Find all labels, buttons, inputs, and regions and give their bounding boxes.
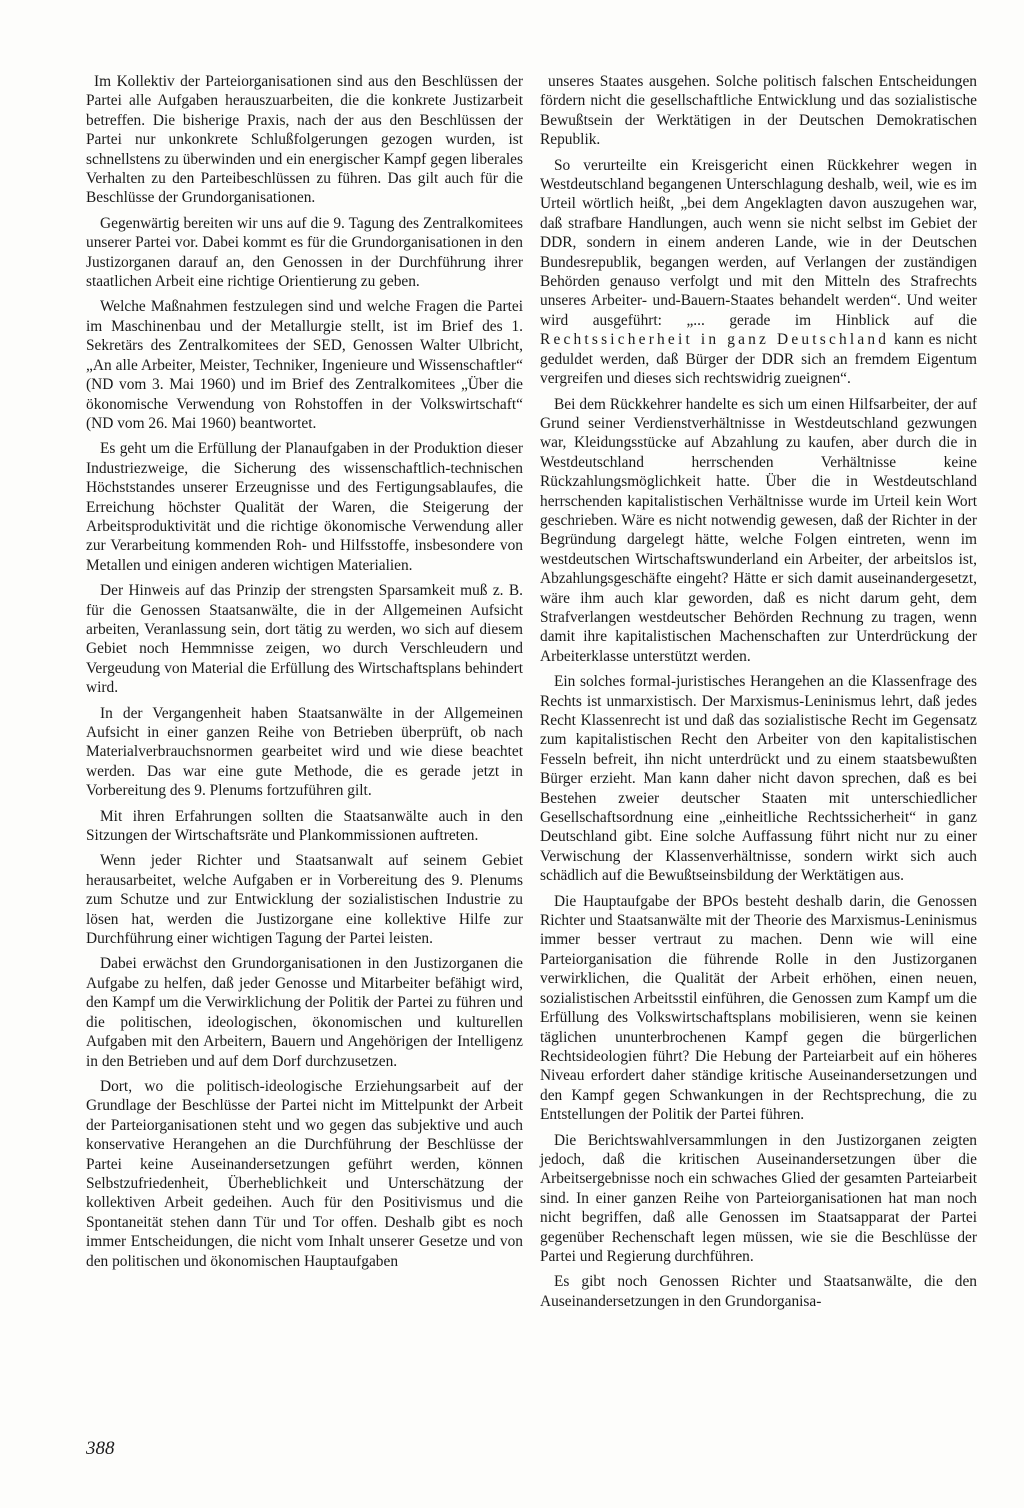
text-column-right	[540, 72, 977, 1317]
paragraph: Der Hinweis auf das Prinzip der strengsten Sparsamkeit muß z. B. für die Genossen Staatsanwälte, die in der Allgemeinen Aufsicht arbeiten, Veranlassung sein, dort tätig zu werden, wo sich auf diesem Gebiet noch Hemmnisse zeigen, wo durch Verschleudern und Vergeudung von Material die Erfüllung des Wirtschaftsplans behindert wird.	[86, 582, 523, 697]
paragraph: Die Hauptaufgabe der BPOs besteht deshalb darin, die Genossen Richter und Staatsanwälte mit der Theorie des Marxismus-Leninismus immer besser vertraut zu machen. Denn wie will eine Parteiorganisation die führende Rolle in den Justizorganen verwirklichen, die Qualität der Arbeit erhöhen, einen neuen, sozialistischen Arbeitsstil einführen, die Genossen zum Kampf um die Erfüllung des Volkswirtschaftsplans mobilisieren, wenn sie keinen täglichen ununterbrochenen Kampf gegen die bürgerlichen Rechtsideologien führt? Die Hebung der Parteiarbeit auf ein höheres Niveau erfordert daher ständige kritische Auseinandersetzungen und den Kampf gegen Schwankungen in der Rechtsprechung, die zu Entstellungen der Politik der Partei führen.	[540, 892, 977, 1124]
text-column-left	[86, 72, 523, 1277]
paragraph: In der Vergangenheit haben Staatsanwälte in der Allgemeinen Aufsicht in einer ganzen Reihe von Betrieben überprüft, ob nach Materialverbrauchsnormen gearbeitet wird und wie diese beachtet werden. Das war eine gute Methode, die es gerade jetzt in Vorbereitung des 9. Plenums fortzuführen gilt.	[86, 704, 523, 800]
paragraph-text: kann es nicht geduldet werden, daß Bürger der DDR sich an fremdem Eigentum vergreifen und dieses sich rechtswidrig zueignen“.	[540, 331, 977, 388]
paragraph: Welche Maßnahmen festzulegen sind und welche Fragen die Partei im Maschinenbau und der Metallurgie stellt, ist im Brief des 1. Sekretärs des Zentralkomitees der SED, Genossen Walter Ulbricht, „An alle Arbeiter, Meister, Techniker, Ingenieure und Wissenschaftler“ (ND vom 3. Mai 1960) und im Brief des Zentralkomitees „Über die ökonomische Verwendung von Rohstoffen in der Volkswirtschaft“ (ND vom 26. Mai 1960) beantwortet.	[86, 298, 523, 432]
paragraph: Im Kollektiv der Parteiorganisationen sind aus den Beschlüssen der Partei alle Aufgaben herauszuarbeiten, die die konkrete Justizarbeit betreffen. Die bisherige Praxis, nach der aus den Beschlüssen der Partei nur unkonkrete Schlußfolgerungen gezogen wurden, ist schnellstens zu überwinden und ein energischer Kampf gegen liberales Verhalten zu den Parteibeschlüssen zu führen. Das gilt auch für die Beschlüsse der Grundorganisationen.	[86, 73, 523, 207]
paragraph-text: So verurteilte ein Kreisgericht einen Rückkehrer wegen in Westdeutschland begangenen Unterschlagung deshalb, weil, wie es im Urteil wörtlich heißt, „bei dem Angeklagten davon auszugehen war, daß strafbare Handlungen, auch wenn sie nicht selbst im Gebiet der DDR, sondern in einem anderen Lande, wie in der Deutschen Bundesrepublik, begangen werden, auf Verlangen der zuständigen Behörden genauso verfolgt und mit den Mitteln des Strafrechts unseres Arbeiter- und-Bauern-Staates behandelt werden“. Und weiter wird ausgeführt: „... gerade im Hinblick auf die	[540, 156, 977, 329]
paragraph: Mit ihren Erfahrungen sollten die Staatsanwälte auch in den Sitzungen der Wirtschaftsräte und Plankommissionen auftreten.	[86, 807, 523, 845]
paragraph: Es geht um die Erfüllung der Planaufgaben in der Produktion dieser Industriezweige, die Sicherung des wissenschaftlich-technischen Höchststandes unserer Erzeugnisse und des Fertigungsablaufes, die Erreichung höchster Qualität der Waren, die Steigerung der Arbeitsproduktivität und die richtige ökonomische Verwendung aller zur Verarbeitung kommenden Roh- und Hilfsstoffe, insbesondere von Metallen und einigen anderen wichtigen Materialien.	[86, 440, 523, 574]
paragraph: Gegenwärtig bereiten wir uns auf die 9. Tagung des Zentralkomitees unserer Partei vor. Dabei kommt es für die Grundorganisationen in den Justizorganen darauf an, den Genossen in der Durchführung ihrer staatlichen Arbeit eine richtige Orientierung zu geben.	[86, 214, 523, 291]
paragraph	[540, 156, 977, 389]
paragraph: unseres Staates ausgehen. Solche politisch falschen Entscheidungen fördern nicht die gesellschaftliche Entwicklung und das sozialistische Bewußtsein der Werktätigen in der Deutschen Demokratischen Republik.	[540, 73, 977, 149]
paragraph: Dort, wo die politisch-ideologische Erziehungsarbeit auf der Grundlage der Beschlüsse der Partei nicht im Mittelpunkt der Arbeit der Parteiorganisationen steht und wo gegen das subjektive und auch konservative Herangehen an die Durchführung der Beschlüsse der Partei keine Auseinandersetzungen geführt werden, können Selbstzufriedenheit, Überheblichkeit und Unterschätzung der kollektiven Arbeit gedeihen. Auch für den Positivismus und die Spontaneität stehen dann Tür und Tor offen. Deshalb gibt es noch immer Entscheidungen, die nicht vom Inhalt unserer Gesetze und von den politischen und ökonomischen Hauptaufgaben	[86, 1077, 523, 1270]
page-number: 388	[86, 1438, 115, 1459]
paragraph: Bei dem Rückkehrer handelte es sich um einen Hilfsarbeiter, der auf Grund seiner Verdienstverhältnisse in Westdeutschland gezwungen war, Kleidungsstücke auf Abzahlung zu kaufen, aber durch die in Westdeutschland herrschenden Verhältnisse keine Rückzahlungsmöglichkeit hatte. Über die in Westdeutschland herrschenden kapitalistischen Verhältnisse wurde im Urteil kein Wort geschrieben. Wäre es nicht notwendig gewesen, daß der Richter in der Begründung dargelegt hätte, welche Folgen eintreten, wenn im westdeutschen Wirtschaftswunderland ein Arbeiter, der arbeitslos ist, Abzahlungsgeschäfte eingeht? Hätte er sich damit auseinandergesetzt, wäre ihm auch klar geworden, daß es nicht darum geht, dem Strafverlangen westdeutscher Behörden Rechnung zu tragen, wenn damit ihre kapitalistischen Machenschaften zur Unterdrückung der Arbeiterklasse unterstützt werden.	[540, 395, 977, 665]
paragraph: Die Berichtswahlversammlungen in den Justizorganen zeigten jedoch, daß die kritischen Auseinandersetzungen über die Arbeitsergebnisse noch ein schwaches Glied der gesamten Parteiarbeit sind. In einer ganzen Reihe von Parteiorganisationen hat man noch nicht begriffen, daß alle Genossen im Staatsapparat der Partei gegenüber Rechenschaft legen müssen, wie sie die Beschlüsse der Partei und Regierung durchführen.	[540, 1131, 977, 1265]
spaced-emphasis: Rechtssicherheit in ganz Deutschland	[540, 331, 890, 349]
paragraph: Wenn jeder Richter und Staatsanwalt auf seinem Gebiet herausarbeitet, welche Aufgaben er in Vorbereitung des 9. Plenums zum Schutze und zur Entwicklung der sozialistischen Industrie zu lösen hat, werden die Justizorgane eine kollektive Hilfe zur Durchführung einer wichtigen Tagung der Partei leisten.	[86, 852, 523, 948]
paragraph: Ein solches formal-juristisches Herangehen an die Klassenfrage des Rechts ist unmarxistisch. Der Marxismus-Leninismus lehrt, daß jedes Recht Klassenrecht ist und daß das sozialistische Recht im Gegensatz zum kapitalistischen Recht den Arbeiter von den kapitalistischen Fesseln befreit, ihn nicht unterdrückt und zu einem staatsbewußten Bürger erzieht. Man kann daher nicht davon sprechen, daß es bei Bestehen zweier deutscher Staaten mit unterschiedlicher Gesellschaftsordnung eine „einheitliche Rechtssicherheit“ in ganz Deutschland gibt. Eine solche Auffassung führt nicht nur zu einer Verwischung der Klassenverhältnisse, sondern wirkt sich auch schädlich auf die Bewußtseinsbildung der Werktätigen aus.	[540, 673, 977, 885]
paragraph: Es gibt noch Genossen Richter und Staatsanwälte, die den Auseinandersetzungen in den Grundorganisa-	[540, 1273, 977, 1310]
paragraph: Dabei erwächst den Grundorganisationen in den Justizorganen die Aufgabe zu helfen, daß jeder Genosse und Mitarbeiter befähigt wird, den Kampf um die Verwirklichung der Politik der Partei zu führen und die politischen, ideologischen, ökonomischen und kulturellen Aufgaben mit den Arbeitern, Bauern und Angehörigen der Intelligenz in den Betrieben und auf dem Dorf durchzusetzen.	[86, 955, 523, 1070]
